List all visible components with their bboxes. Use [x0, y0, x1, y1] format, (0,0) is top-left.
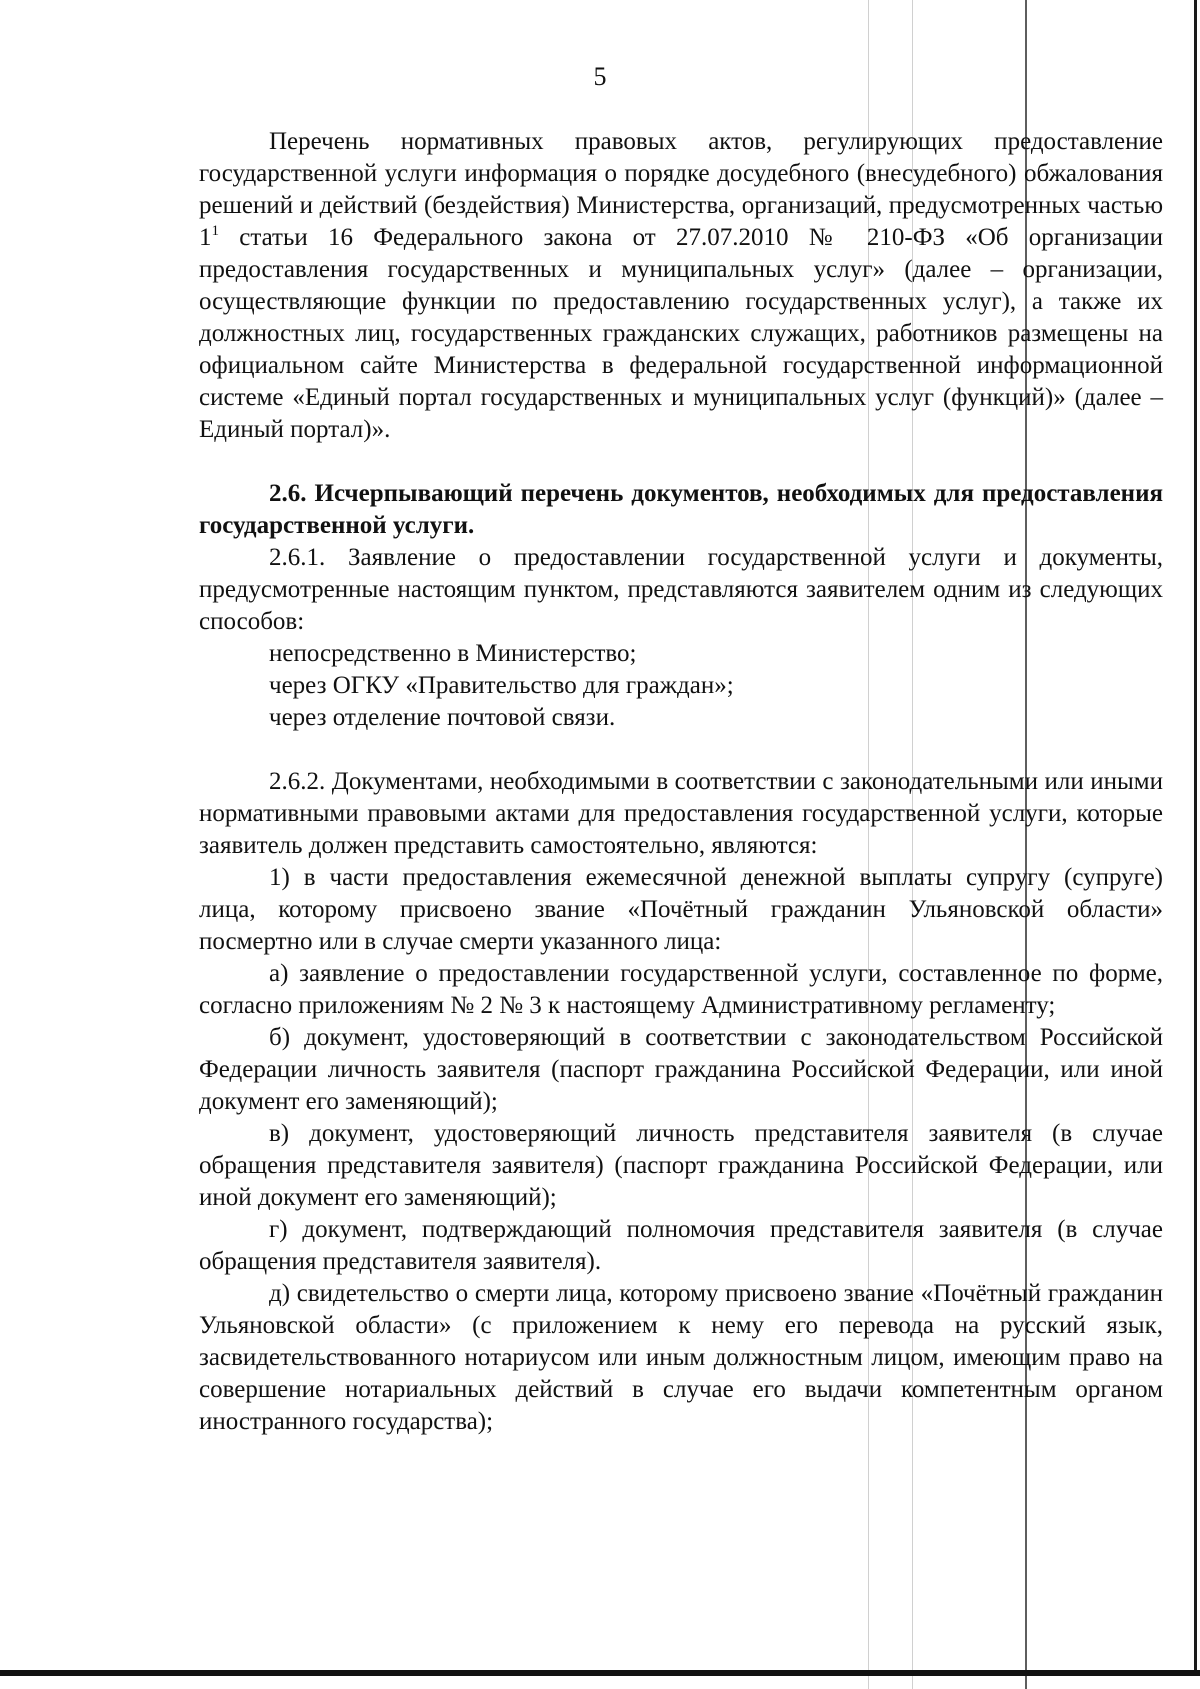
list-item-way: через ОГКУ «Правительство для граждан»;	[269, 672, 734, 699]
paragraph-text: Перечень нормативных правовых актов, регулирующих предоставление государственной услуги информация о порядке досудебного (внесудебного) обжалования решений и действий (бездействия) Министерства, организаций, предусмотренных частью 1	[199, 128, 1163, 251]
list-item-d: д) свидетельство о смерти лица, которому присвоено звание «Почётный гражданин Ульяновской области» (с приложением к нему его перевода на русский язык, засвидетельствованного нотариусом или иным должностным лицом, имеющим право на совершение нотариальных действий в случае его выдачи компетентным органом иностранного государства);	[199, 1280, 1163, 1435]
scan-edge	[1194, 0, 1197, 1676]
list-item-1: 1) в части предоставления ежемесячной денежной выплаты супругу (супруге) лица, которому присвоено звание «Почётный гражданин Ульяновской области» посмертно или в случае смерти указанного лица:	[199, 864, 1163, 955]
scan-edge	[0, 1670, 1200, 1676]
list-item-way: через отделение почтовой связи.	[269, 704, 616, 731]
paragraph-legal-acts	[199, 126, 1163, 446]
page-number: 5	[593, 62, 607, 91]
paragraph-2-6-2: 2.6.2. Документами, необходимыми в соответствии с законодательными или иными нормативными правовыми актами для предоставления государственной услуги, которые заявитель должен представить самостоятельно, являются:	[199, 768, 1163, 859]
section-heading-2-6	[199, 478, 1163, 542]
list-item-v: в) документ, удостоверяющий личность представителя заявителя (в случае обращения представителя заявителя) (паспорт гражданина Российской Федерации, или иной документ его заменяющий);	[199, 1120, 1163, 1211]
list-item-a: а) заявление о предоставлении государственной услуги, составленное по форме, согласно приложениям № 2 № 3 к настоящему Административному регламенту;	[199, 960, 1163, 1019]
superscript: 1	[211, 223, 219, 239]
document-body	[199, 126, 1163, 1438]
list-item-b: б) документ, удостоверяющий в соответствии с законодательством Российской Федерации личность заявителя (паспорт гражданина Российской Федерации, или иной документ его заменяющий);	[199, 1024, 1163, 1115]
section-title: Исчерпывающий перечень документов, необходимых для предоставления государственной услуги.	[199, 480, 1164, 539]
paragraph-text: статьи 16 Федерального закона от 27.07.2010 № 210-ФЗ «Об организации предоставления государственных и муниципальных услуг» (далее – организации, осуществляющие функции по предоставлению государственных услуг), а также их должностных лиц, государственных гражданских служащих, работников размещены на официальном сайте Министерства в федеральной государственной информационной системе «Единый портал государственных и муниципальных услуг (функций)» (далее – Единый портал)».	[199, 224, 1163, 443]
list-item-g: г) документ, подтверждающий полномочия представителя заявителя (в случае обращения представителя заявителя).	[199, 1216, 1163, 1275]
section-number: 2.6.	[269, 480, 315, 507]
paragraph-2-6-1: 2.6.1. Заявление о предоставлении государственной услуги и документы, предусмотренные настоящим пунктом, представляются заявителем одним из следующих способов:	[199, 544, 1163, 635]
list-item-way: непосредственно в Министерство;	[269, 640, 637, 667]
